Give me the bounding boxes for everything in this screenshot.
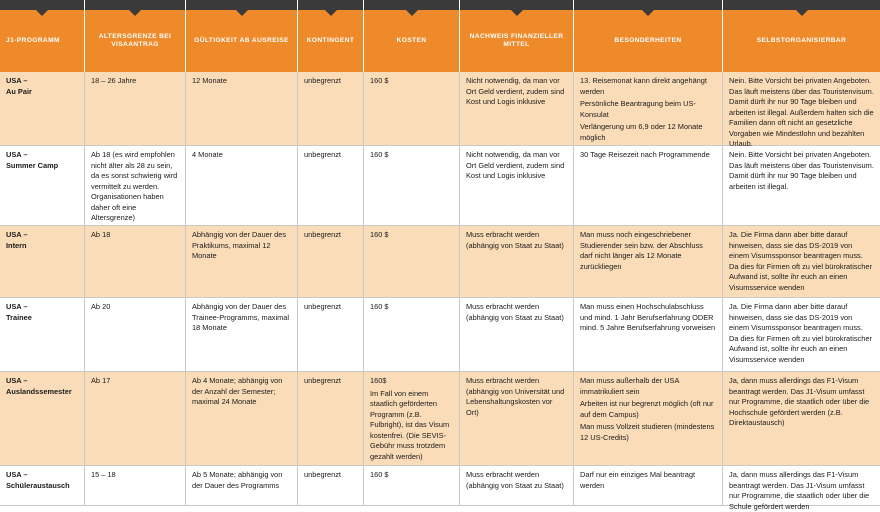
header-arrow-icon [36,10,48,16]
cell-age [85,372,186,465]
cell-quota [298,466,364,505]
cell-text: 13. Reisemonat kann direkt angehängt werden [580,76,707,96]
cell-text: Darf nur ein einziges Mal beantragt werden [580,470,696,490]
cell-text: Ab 18 [91,230,111,239]
cell-special [574,72,723,145]
cell-self [723,298,880,371]
header-cell-self [723,0,880,72]
cell-self [723,466,880,511]
table-row [0,226,880,298]
cell-age [85,146,186,225]
header-cell-validity [186,0,298,72]
table-header [0,0,880,72]
cell-text: Abhängig von der Dauer des Trainee-Programms, maximal 18 Monate [192,302,290,333]
cell-text: USA – [6,376,28,385]
cell-cost [364,466,460,505]
header-cell-quota [298,0,364,72]
table-row [0,372,880,466]
cell-cost [364,372,460,465]
cell-text: 160 $ [370,470,389,479]
cell-program [0,466,85,505]
header-cell-age [85,0,186,72]
cell-text: Ab 4 Monate; abhängig von der Anzahl der Semester; maximal 24 Monate [192,376,283,407]
cell-text: Ab 5 Monate; abhängig von der Dauer des Programms [192,470,283,490]
cell-text: Intern [6,240,27,250]
cell-program [0,226,85,297]
cell-age [85,226,186,297]
cell-funds [460,298,574,371]
cell-text: Ja. Die Firma dann aber bitte darauf hinweisen, dass sie das DS-2019 von einem Visumssponsor beantragen muss. Da dies für Firmen oft zu viel bürokratischer Aufwand ist, sollte ihr euch an einen Visumsservice wenden [729,230,872,292]
cell-quota [298,146,364,225]
cell-cost [364,298,460,371]
header-label: J1-PROGRAMM [6,36,60,44]
header-arrow-icon [236,10,248,16]
cell-text: Ja. Die Firma dann aber bitte darauf hinweisen, dass sie das DS-2019 von einem Visumssponsor beantragen muss. Da dies für Firmen oft zu viel bürokratischer Aufwand ist, sollte ihr euch an einen Visumsservice wenden [729,302,872,364]
cell-program [0,372,85,465]
header-arrow-icon [129,10,141,16]
cell-text: 18 – 26 Jahre [91,76,137,85]
cell-self [723,72,880,149]
header-label: KONTINGENT [306,36,355,44]
header-cell-special [574,0,723,72]
cell-validity [186,146,298,225]
cell-program [0,298,85,371]
cell-text: unbegrenzt [304,230,341,239]
header-label: NACHWEIS FINANZIELLER MITTEL [469,32,564,48]
cell-text: Persönliche Beantragung beim US-Konsulat [580,99,696,119]
cell-text: 160 $ [370,230,389,239]
cell-text: 160 $ [370,76,389,85]
table-row [0,466,880,511]
cell-text: Muss erbracht werden (abhängig von Universität und Lebenshaltungskosten vor Ort) [466,376,565,417]
cell-text: Man muss Vollzeit studieren (mindestens 12 US-Credits) [580,422,715,442]
cell-self [723,372,880,465]
cell-text: Muss erbracht werden (abhängig von Staat zu Staat) [466,302,564,322]
cell-text: Man muss noch eingeschriebener Studierender sein bzw. der Abschluss darf nicht länger als 12 Monate zurückliegen [580,230,703,271]
cell-text: Man muss einen Hochschulabschluss und mind. 1 Jahr Berufserfahrung ODER mind. 5 Jahre Berufserfahrung vorweisen [580,302,716,333]
cell-quota [298,298,364,371]
header-label: GÜLTIGKEIT AB AUSREISE [194,36,289,44]
cell-text: 30 Tage Reisezeit nach Programmende [580,150,710,159]
table-body [0,72,880,511]
header-label: SELBSTORGANISIERBAR [756,36,847,44]
cell-text: Nicht notwendig, da man vor Ort Geld verdient, zudem sind Kost und Logis inklusive [466,76,565,107]
cell-text: unbegrenzt [304,470,341,479]
cell-validity [186,298,298,371]
cell-text: USA – [6,76,28,85]
cell-text: Ab 18 (es wird empfohlen nicht älter als 28 zu sein, da es sonst schwierig wird vermittelt zu werden. Organisationen haben daher oft eine Altersgrenze) [91,150,178,223]
cell-age [85,298,186,371]
cell-funds [460,72,574,145]
cell-text: 4 Monate [192,150,223,159]
header-cell-program [0,0,85,72]
cell-text: Au Pair [6,86,32,96]
cell-program [0,72,85,145]
cell-text: 160$ [370,376,387,385]
table-row [0,146,880,226]
cell-special [574,226,723,297]
cell-funds [460,146,574,225]
cell-special [574,466,723,505]
cell-text: Im Fall von einem staatlich geförderten Programm (z.B. Fulbright), ist das Visum kostenfrei. (Die SEVIS-Gebühr muss trotzdem gezahlt werden) [370,388,450,461]
cell-special [574,372,723,465]
cell-funds [460,372,574,465]
cell-text: Man muss außerhalb der USA immatrikuliert sein [580,376,679,396]
cell-cost [364,146,460,225]
cell-validity [186,466,298,505]
cell-cost [364,226,460,297]
cell-text: Schüleraustausch [6,480,70,490]
cell-text: Nicht notwendig, da man vor Ort Geld verdient, zudem sind Kost und Logis inklusive [466,150,565,181]
header-arrow-icon [796,10,808,16]
cell-text: 160 $ [370,150,389,159]
cell-text: Ab 17 [91,376,111,385]
cell-text: Arbeiten ist nur begrenzt möglich (oft nur auf dem Campus) [580,399,714,419]
cell-program [0,146,85,225]
cell-text: Summer Camp [6,160,59,170]
cell-quota [298,372,364,465]
cell-text: USA – [6,302,28,311]
cell-self [723,146,880,225]
cell-text: Nein. Bitte Vorsicht bei privaten Angeboten. Das läuft meistens über das Touristenvisum. Damit dürft ihr nur 90 Tage bleiben und arbeiten ist illegal. [729,150,874,191]
cell-text: Nein. Bitte Vorsicht bei privaten Angeboten. Das läuft meistens über das Touristenvisum. Damit dürft ihr nur 90 Tage bleiben und arbeiten ist illegal. Außerdem halten sich die Familien dann oft nicht an gesetzliche Vorgaben wie Mindestlohn und bezahlten Urlaub. [729,76,874,149]
cell-text: unbegrenzt [304,302,341,311]
header-arrow-icon [325,10,337,16]
cell-age [85,72,186,145]
header-cell-funds [460,0,574,72]
cell-age [85,466,186,505]
cell-text: Ab 20 [91,302,111,311]
header-arrow-icon [406,10,418,16]
header-arrow-icon [642,10,654,16]
cell-special [574,298,723,371]
cell-text: Trainee [6,312,32,322]
header-arrow-icon [511,10,523,16]
cell-text: Abhängig von der Dauer des Praktikums, maximal 12 Monate [192,230,287,261]
cell-funds [460,226,574,297]
cell-text: Muss erbracht werden (abhängig von Staat zu Staat) [466,470,564,490]
cell-text: Verlängerung um 6,9 oder 12 Monate möglich [580,122,703,142]
cell-text: Auslandssemester [6,386,72,396]
table-row [0,298,880,372]
cell-text: unbegrenzt [304,76,341,85]
cell-funds [460,466,574,505]
cell-validity [186,372,298,465]
header-label: ALTERSGRENZE BEI VISAANTRAG [98,32,172,48]
cell-special [574,146,723,225]
cell-text: USA – [6,150,28,159]
cell-quota [298,226,364,297]
cell-text: unbegrenzt [304,376,341,385]
header-label: KOSTEN [396,36,427,44]
cell-text: USA – [6,470,28,479]
cell-validity [186,226,298,297]
cell-text: unbegrenzt [304,150,341,159]
cell-text: Ja, dann muss allerdings das F1-Visum beantragt werden. Das J1-Visum umfasst nur Programme, die staatlich oder über die Schule gefördert werden [729,470,870,511]
cell-validity [186,72,298,145]
cell-text: Ja, dann muss allerdings das F1-Visum beantragt werden. Das J1-Visum umfasst nur Programme, die staatlich oder über die Hochschule gefördert werden (z.B. Direktaustausch) [729,376,870,428]
cell-text: 160 $ [370,302,389,311]
cell-cost [364,72,460,145]
cell-self [723,226,880,297]
cell-text: 12 Monate [192,76,227,85]
table-row [0,72,880,149]
header-label: BESONDERHEITEN [614,36,682,44]
cell-text: USA – [6,230,28,239]
header-cell-cost [364,0,460,72]
cell-text: Muss erbracht werden (abhängig von Staat zu Staat) [466,230,564,250]
cell-text: 15 – 18 [91,470,116,479]
cell-quota [298,72,364,145]
